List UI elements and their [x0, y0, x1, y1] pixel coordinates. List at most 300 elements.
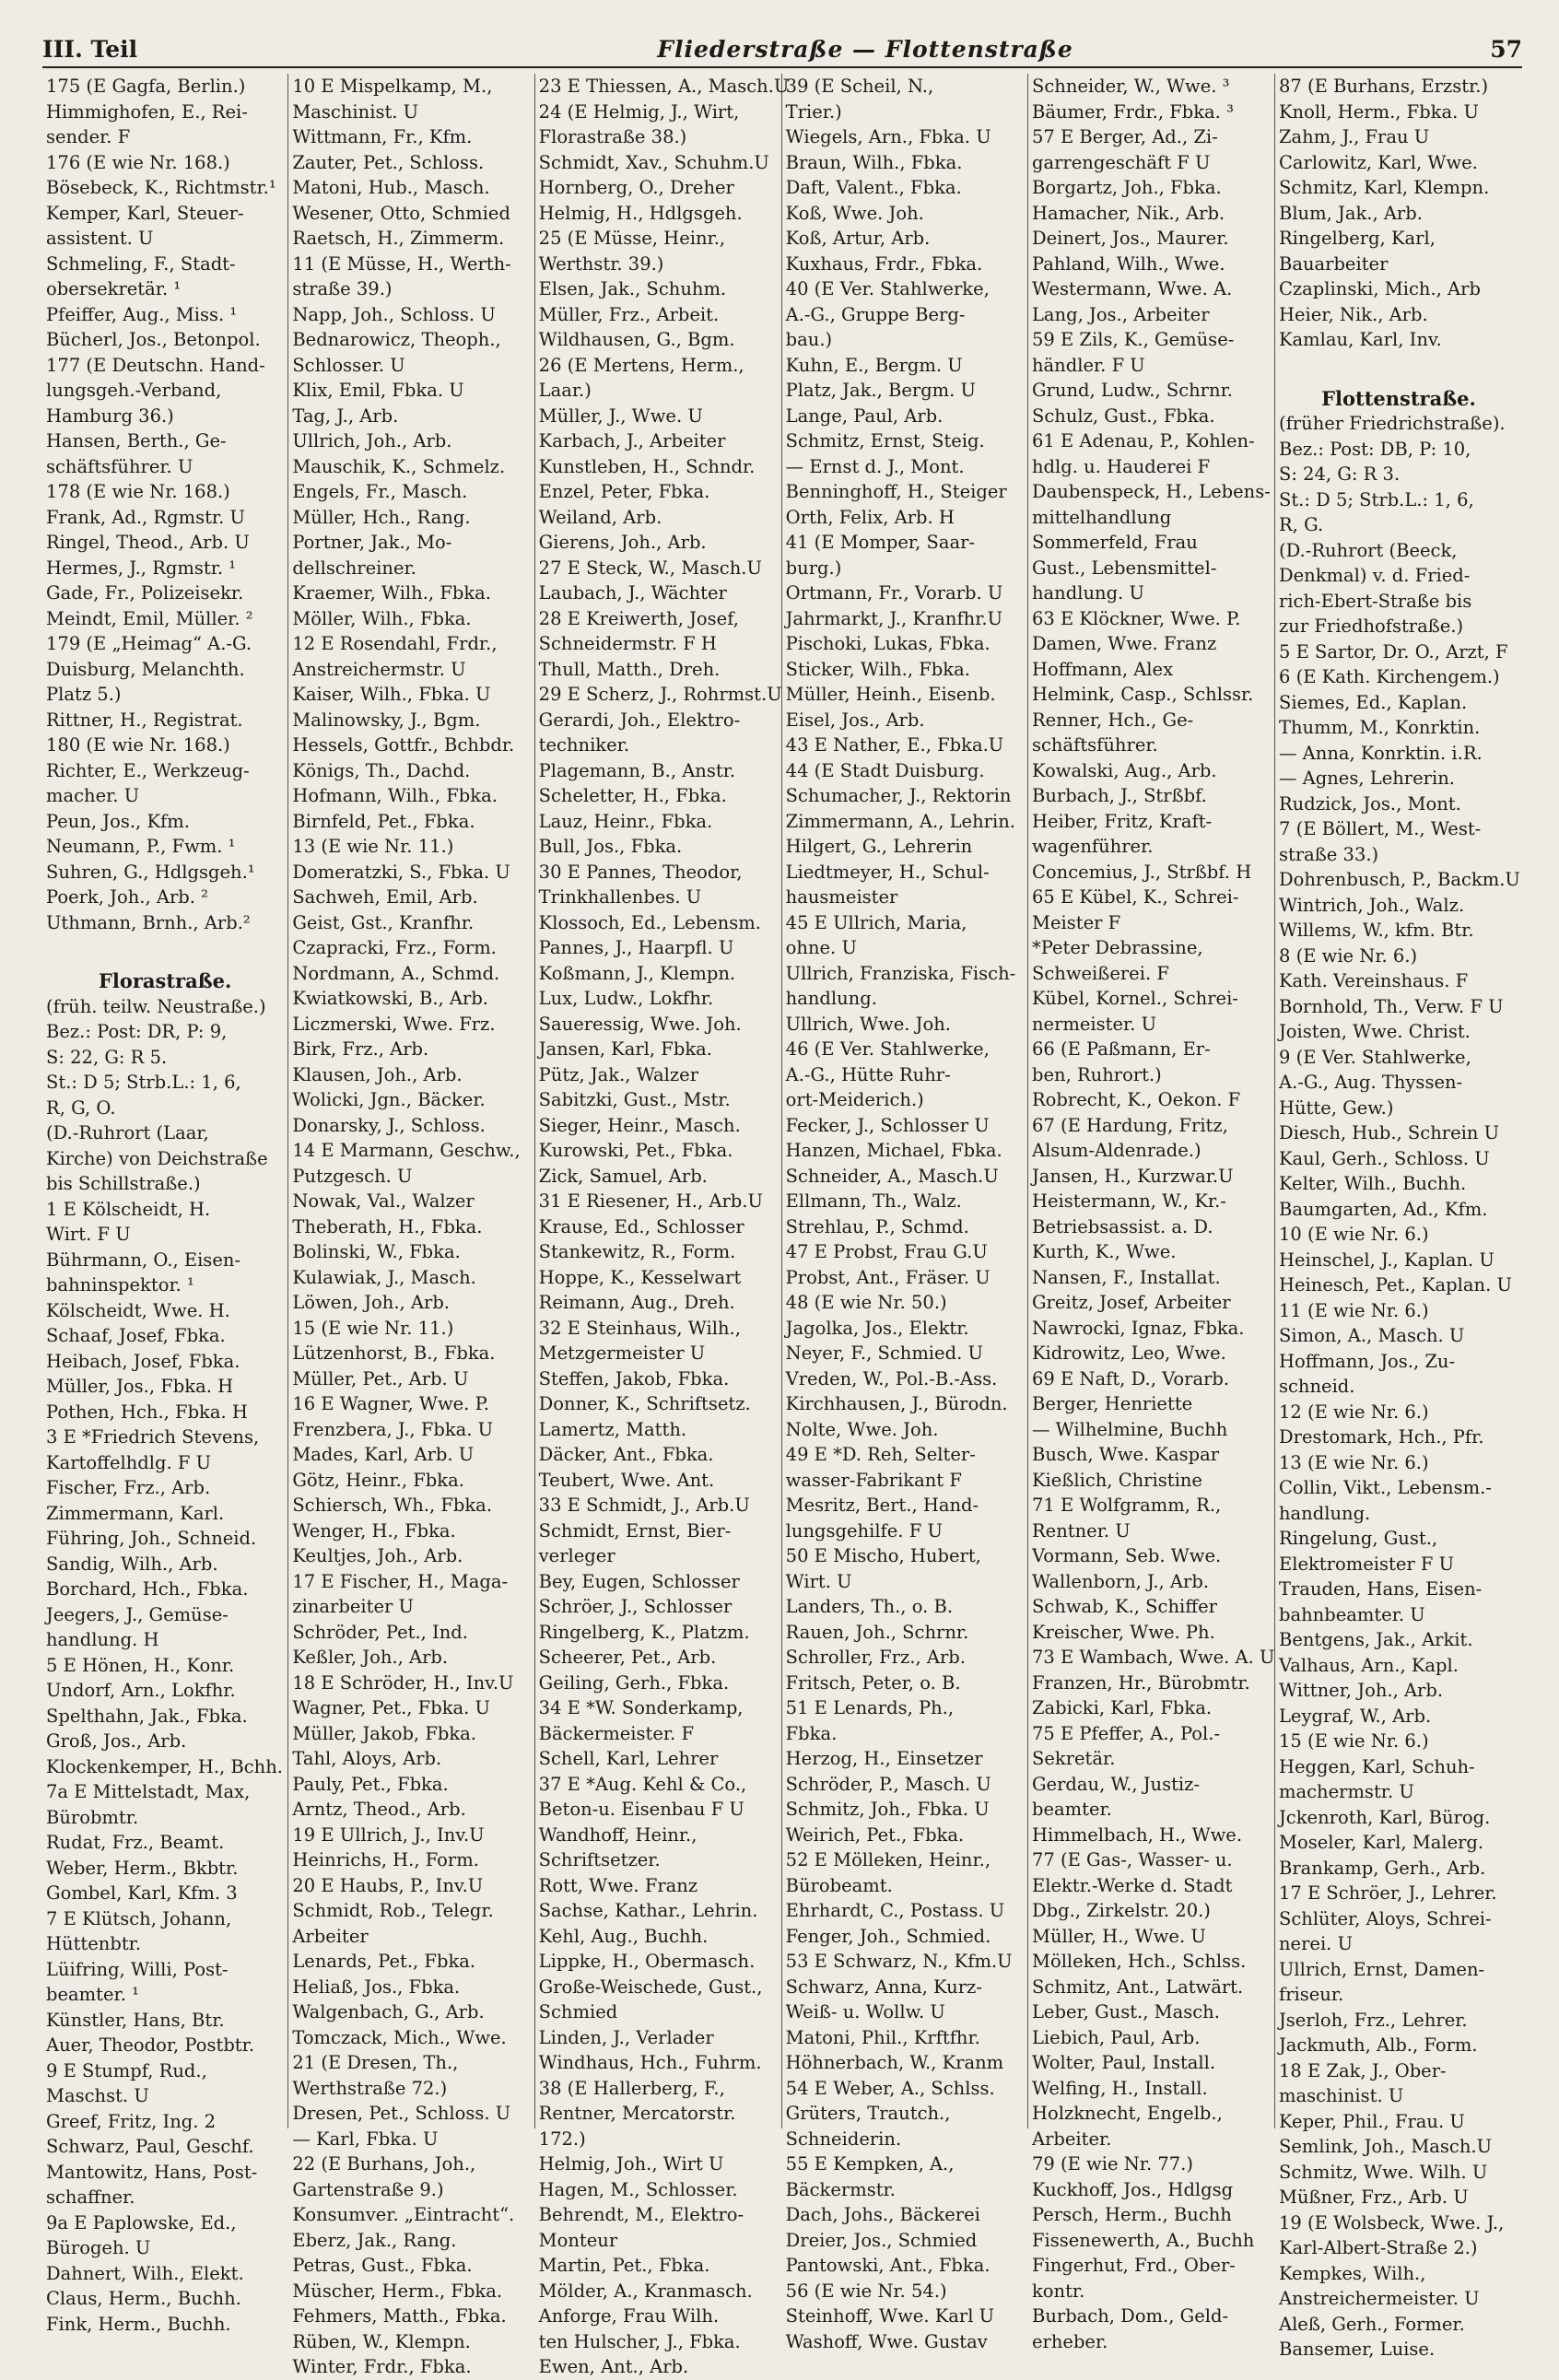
directory-entry: Müller, Heinh., Eisenb.	[785, 684, 996, 705]
directory-entry: Saueressig, Wwe. Joh.	[538, 1013, 742, 1035]
directory-entry: Sticker, Wilh., Fbka.	[785, 658, 970, 680]
directory-entry: zur Friedhofstraße.)	[1278, 616, 1464, 637]
directory-entry: Brankamp, Gerh., Arb.	[1278, 1857, 1486, 1879]
directory-entry: Bührmann, O., Eisen-	[46, 1249, 241, 1271]
directory-entry: Jackmuth, Alb., Form.	[1278, 2034, 1478, 2056]
directory-entry: Rüben, W., Klempn.	[292, 2330, 471, 2352]
directory-entry: Bentgens, Jak., Arkit.	[1278, 1629, 1473, 1650]
section-part-label: III. Teil	[42, 36, 138, 63]
directory-entry: Anstreichermeister. U	[1278, 2288, 1480, 2309]
directory-entry: 14 E Marmann, Geschw.,	[292, 1140, 521, 1161]
directory-entry: Hessels, Gottfr., Bchbdr.	[292, 734, 515, 756]
directory-entry: Knoll, Herm., Fbka. U	[1278, 100, 1479, 123]
directory-entry: Schmeling, F., Stadt-	[46, 252, 236, 275]
directory-entry: Neyer, F., Schmied. U	[785, 1342, 983, 1364]
directory-entry: Müller, Jakob, Fbka.	[292, 1722, 476, 1744]
directory-entry: Tahl, Aloys, Arb.	[292, 1748, 442, 1769]
directory-entry: Koßmann, J., Klempn.	[538, 962, 736, 984]
directory-entry: 15 (E wie Nr. 6.)	[1278, 1730, 1429, 1752]
directory-entry: Donner, K., Schriftsetz.	[538, 1393, 751, 1414]
directory-entry: hausmeister	[785, 886, 898, 908]
page-header	[42, 26, 1522, 68]
directory-entry: Mölder, A., Kranmasch.	[538, 2280, 753, 2302]
directory-entry: Steffen, Jakob, Fbka.	[538, 1367, 730, 1389]
directory-entry: wasser-Fabrikant F	[785, 1469, 962, 1491]
directory-entry: Müßner, Frz., Arb. U	[1278, 2187, 1469, 2208]
directory-entry: Gerdau, W., Justiz-	[1031, 1773, 1201, 1795]
directory-entry: wagenführer.	[1031, 836, 1154, 857]
directory-entry: nermeister. U	[1031, 1013, 1157, 1035]
directory-entry: Platz 5.)	[46, 684, 122, 705]
directory-entry: Monteur	[538, 2229, 618, 2251]
directory-entry: Concemius, J., Strßbf. H	[1031, 861, 1252, 883]
directory-entry: Schröder, Pet., Ind.	[292, 1621, 468, 1643]
directory-entry: 5 E Hönen, H., Konr.	[46, 1654, 235, 1676]
directory-entry: Plagemann, B., Anstr.	[538, 759, 736, 781]
directory-entry: Müller, H., Wwe. U	[1031, 1925, 1206, 1947]
directory-entry: Wolter, Paul, Install.	[1031, 2052, 1216, 2073]
directory-entry: Weirich, Pet., Fbka.	[785, 1823, 965, 1846]
directory-entry: Hamacher, Nik., Arb.	[1031, 202, 1225, 224]
directory-entry: Müscher, Herm., Fbka.	[292, 2280, 503, 2302]
directory-entry: Königs, Th., Dachd.	[292, 759, 471, 781]
directory-entry: Theberath, H., Fbka.	[292, 1215, 483, 1237]
directory-entry: 172.)	[538, 2128, 586, 2150]
directory-entry: Schröer, J., Schlosser	[538, 1596, 733, 1617]
directory-entry: Putzgesch. U	[292, 1165, 413, 1187]
directory-entry: 176 (E wie Nr. 168.)	[46, 151, 230, 173]
directory-entry: Klausen, Joh., Arb.	[292, 1063, 463, 1085]
directory-entry: dellschreiner.	[292, 557, 416, 579]
directory-entry: Werthstr. 39.)	[538, 252, 664, 275]
directory-entry: St.: D 5; Strb.L.: 1, 6,	[1278, 488, 1474, 510]
directory-entry: 77 (E Gas-, Wasser- u.	[1031, 1849, 1233, 1870]
directory-entry: Wintrich, Joh., Walz.	[1278, 894, 1465, 916]
directory-entry: machermstr. U	[1278, 1781, 1414, 1802]
directory-entry: — Agnes, Lehrerin.	[1278, 768, 1455, 789]
directory-entry: Wesener, Otto, Schmied	[292, 202, 510, 224]
directory-entry: Schneiderin.	[785, 2128, 902, 2150]
directory-entry: macher. U	[46, 785, 140, 806]
directory-entry: 1 E Kölscheidt, H.	[46, 1198, 211, 1220]
directory-entry: straße 33.)	[1278, 843, 1379, 865]
directory-entry: 44 (E Stadt Duisburg.	[785, 759, 985, 781]
directory-entry: Napp, Joh., Schloss. U	[292, 303, 496, 325]
directory-entry: Portner, Jak., Mo-	[292, 532, 452, 553]
directory-entry: (D.-Ruhrort (Beeck,	[1278, 539, 1458, 561]
directory-entry: Wallenborn, J., Arb.	[1031, 1570, 1210, 1592]
directory-entry: 17 E Fischer, H., Maga-	[292, 1570, 509, 1592]
directory-entry: Anstreichermstr. U	[292, 658, 466, 680]
directory-entry: Aleß, Gerh., Former.	[1278, 2313, 1465, 2335]
directory-entry: Vormann, Seb. Wwe.	[1031, 1545, 1222, 1566]
directory-entry: Greitz, Josef, Arbeiter	[1031, 1292, 1231, 1313]
directory-entry: handlung. H	[46, 1629, 159, 1650]
directory-entry: Schneider, A., Masch.U	[785, 1165, 999, 1187]
directory-entry: S: 22, G: R 5.	[46, 1046, 168, 1068]
directory-entry: Diesch, Hub., Schrein U	[1278, 1122, 1500, 1143]
directory-entry: 3 E *Friedrich Stevens,	[46, 1426, 260, 1448]
directory-entry: Lützenhorst, B., Fbka.	[292, 1342, 496, 1364]
directory-entry: Schmitz, Karl, Klempn.	[1278, 177, 1490, 198]
directory-entry: Geiling, Gerh., Fbka.	[538, 1671, 730, 1694]
directory-entry: 87 (E Burhans, Erzstr.)	[1278, 76, 1489, 97]
directory-entry: Groß, Jos., Arb.	[46, 1730, 187, 1752]
directory-entry: 32 E Steinhaus, Wilh.,	[538, 1317, 741, 1339]
directory-entry: Pfeiffer, Aug., Miss. ¹	[46, 303, 238, 325]
directory-entry: Mölleken, Hch., Schlss.	[1031, 1951, 1247, 1972]
directory-entry: lungsgeh.-Verband,	[46, 380, 222, 401]
directory-entry: Peun, Jos., Kfm.	[46, 810, 190, 832]
directory-entry: Baumgarten, Ad., Kfm.	[1278, 1198, 1488, 1220]
directory-entry: Wenger, H., Fbka.	[292, 1519, 456, 1542]
directory-entry: Ehrhardt, C., Postass. U	[785, 1900, 1005, 1921]
directory-entry: nerei. U	[1278, 1933, 1354, 1954]
directory-entry: Sekretär.	[1031, 1748, 1116, 1769]
directory-entry: Kuxhaus, Frdr., Fbka.	[785, 252, 983, 275]
directory-entry: Ringelberg, Karl,	[1278, 228, 1436, 249]
directory-entry: Raetsch, H., Zimmerm.	[292, 228, 505, 249]
directory-entry: Donarsky, J., Schloss.	[292, 1114, 486, 1136]
directory-entry: Czaplinski, Mich., Arb	[1278, 278, 1481, 299]
directory-entry: Schlosser. U	[292, 354, 405, 376]
directory-entry: Hermes, J., Rgmstr. ¹	[46, 557, 237, 579]
directory-entry: Martin, Pet., Fbka.	[538, 2255, 710, 2276]
directory-entry: Werthstraße 72.)	[292, 2077, 448, 2099]
directory-entry: 177 (E Deutschn. Hand-	[46, 354, 265, 376]
directory-entry: Teubert, Wwe. Ant.	[538, 1469, 715, 1491]
directory-entry: Schell, Karl, Lehrer	[538, 1748, 719, 1769]
directory-entry: Liedtmeyer, H., Schul-	[785, 861, 990, 883]
directory-entry: Hüttenbtr.	[46, 1933, 142, 1954]
directory-entry: Bäckermeister. F	[538, 1722, 694, 1744]
directory-entry: Scheerer, Pet., Arb.	[538, 1647, 717, 1668]
directory-entry: Beton-u. Eisenbau F U	[538, 1799, 744, 1820]
directory-entry: Heinesch, Pet., Kaplan. U	[1278, 1274, 1512, 1296]
directory-entry: Bornhold, Th., Verw. F U	[1278, 995, 1504, 1017]
directory-entry: Ringel, Theod., Arb. U	[46, 532, 250, 553]
directory-entry: Dohrenbusch, P., Backm.U	[1278, 869, 1520, 890]
directory-entry: (früher Friedrichstraße).	[1278, 413, 1506, 434]
directory-entry: Trinkhallenbes. U	[538, 886, 702, 908]
street-heading: Florastraße.	[98, 969, 232, 992]
directory-entry: Jansen, H., Kurzwar.U	[1031, 1165, 1234, 1187]
directory-entry: A.-G., Hütte Ruhr-	[785, 1063, 951, 1085]
directory-entry: Trier.)	[785, 100, 842, 123]
directory-entry: ben, Ruhrort.)	[1031, 1063, 1162, 1085]
directory-entry: Westermann, Wwe. A.	[1031, 278, 1233, 299]
directory-entry: 30 E Pannes, Theodor,	[538, 861, 743, 883]
directory-entry: Heliaß, Jos., Fbka.	[292, 1976, 461, 1998]
directory-entry: Kirche) von Deichstraße	[46, 1147, 268, 1169]
directory-entry: 79 (E wie Nr. 77.)	[1031, 2153, 1193, 2175]
directory-entry: Ullrich, Wwe. Joh.	[785, 1013, 951, 1035]
directory-entry: handlung.	[1278, 1502, 1371, 1524]
directory-entry: Rentner, Mercatorstr.	[538, 2103, 736, 2124]
directory-entry: Karl-Albert-Straße 2.)	[1278, 2237, 1478, 2258]
directory-entry: Daubenspeck, H., Lebens-	[1031, 481, 1271, 502]
directory-entry: 7a E Mittelstadt, Max,	[46, 1781, 251, 1802]
directory-entry: Schwarz, Anna, Kurz-	[785, 1976, 982, 1998]
directory-entry: Pothen, Hch., Fbka. H	[46, 1401, 248, 1423]
directory-entry: Lux, Ludw., Lokfhr.	[538, 988, 714, 1009]
directory-entry: 47 E Probst, Frau G.U	[785, 1241, 988, 1262]
page-number: 57	[1490, 36, 1522, 63]
directory-entry: 13 (E wie Nr. 6.)	[1278, 1451, 1429, 1473]
directory-entry: Kurowski, Pet., Fbka.	[538, 1140, 733, 1161]
directory-entry: handlung. U	[1031, 582, 1144, 604]
directory-entry: Hoffmann, Alex	[1031, 658, 1174, 680]
directory-entry: Neumann, P., Fwm. ¹	[46, 836, 236, 857]
directory-entry: Richter, E., Werkzeug-	[46, 759, 250, 781]
directory-entry: Duisburg, Melanchth.	[46, 658, 245, 680]
directory-entry: Schwarz, Paul, Geschf.	[46, 2136, 254, 2157]
directory-entry: Koß, Artur, Arb.	[785, 228, 931, 249]
directory-entry: lungsgehilfe. F U	[785, 1519, 943, 1542]
directory-entry: Hansen, Berth., Ge-	[46, 430, 227, 451]
directory-entry: Trauden, Hans, Eisen-	[1278, 1578, 1483, 1600]
directory-entry: Schmitz, Wwe. Wilh. U	[1278, 2161, 1488, 2183]
directory-entry: Tomczack, Mich., Wwe.	[292, 2026, 507, 2048]
directory-entry: Bücherl, Jos., Betonpol.	[46, 329, 261, 350]
directory-entry: bahnbeamter. U	[1278, 1603, 1425, 1625]
directory-entry: Heinschel, J., Kaplan. U	[1278, 1249, 1495, 1271]
directory-entry: Götz, Heinr., Fbka.	[292, 1469, 464, 1491]
directory-entry: Koß, Wwe. Joh.	[785, 202, 924, 224]
directory-entry: Klockenkemper, H., Bchh.	[46, 1755, 283, 1777]
directory-entry: 56 (E wie Nr. 54.)	[785, 2280, 947, 2302]
directory-entry: Franzen, Hr., Bürobmtr.	[1031, 1671, 1250, 1694]
directory-entry: Bez.: Post: DR, P: 9,	[46, 1021, 228, 1042]
directory-entry: Kuckhoff, Jos., Hdlgsg	[1031, 2178, 1234, 2200]
directory-entry: Denkmal) v. d. Fried-	[1278, 565, 1471, 586]
directory-column	[782, 74, 1028, 2352]
directory-entry: Fritsch, Peter, o. B.	[785, 1671, 961, 1694]
directory-entry: R, G.	[1278, 514, 1324, 535]
directory-entry: Schröder, P., Masch. U	[785, 1773, 991, 1795]
directory-entry: Grund, Ludw., Schrnr.	[1031, 380, 1233, 401]
directory-entry: Zabicki, Karl, Fbka.	[1031, 1697, 1213, 1718]
directory-entry: Gierens, Joh., Arb.	[538, 532, 707, 553]
directory-entry: Bey, Eugen, Schlosser	[538, 1570, 740, 1592]
directory-entry: 33 E Schmidt, J., Arb.U	[538, 1495, 750, 1516]
directory-entry: Bansemer, Luise.	[1278, 2339, 1436, 2360]
directory-entry: 9 E Stumpf, Rud.,	[46, 2059, 207, 2081]
directory-entry: Wildhausen, G., Bgm.	[538, 329, 735, 350]
directory-entry: 27 E Steck, W., Masch.U	[538, 557, 762, 579]
directory-entry: Jagolka, Jos., Elektr.	[785, 1317, 969, 1339]
directory-entry: Lang, Jos., Arbeiter	[1031, 303, 1210, 325]
directory-entry: 180 (E wie Nr. 168.)	[46, 734, 230, 756]
directory-entry: sender. F	[46, 126, 131, 147]
directory-entry: Metzgermeister U	[538, 1342, 706, 1364]
directory-entry: straße 39.)	[292, 278, 393, 299]
directory-entry: — Karl, Fbka. U	[292, 2128, 439, 2150]
directory-entry: S: 24, G: R 3.	[1278, 463, 1401, 485]
directory-entry: Eberz, Jak., Rang.	[292, 2229, 457, 2251]
directory-entry: Enzel, Peter, Fbka.	[538, 481, 710, 502]
directory-entry: 46 (E Ver. Stahlwerke,	[785, 1038, 990, 1060]
directory-entry: Fbka.	[785, 1722, 838, 1744]
directory-entry: Welfing, H., Install.	[1031, 2077, 1208, 2099]
directory-entry: Wirt. F U	[46, 1224, 131, 1245]
directory-entry: Burbach, Dom., Geld-	[1031, 2305, 1229, 2327]
directory-entry: Klix, Emil, Fbka. U	[292, 380, 464, 401]
directory-entry: 51 E Lenards, Ph.,	[785, 1697, 955, 1718]
directory-entry: Czapracki, Frz., Form.	[292, 937, 497, 958]
directory-entry: maschinist. U	[1278, 2085, 1404, 2106]
directory-entry: Schmitz, Ernst, Steig.	[785, 430, 985, 451]
directory-entry: Eisel, Jos., Arb.	[785, 709, 925, 731]
directory-entry: Reimann, Aug., Dreh.	[538, 1292, 735, 1313]
directory-entry: Simon, A., Masch. U	[1278, 1325, 1465, 1346]
directory-entry: Liebich, Paul, Arb.	[1031, 2026, 1201, 2048]
directory-entry: 52 E Mölleken, Heinr.,	[785, 1849, 991, 1870]
directory-entry: Malinowsky, J., Bgm.	[292, 709, 481, 731]
running-street-range: Fliederstraße — Flottenstraße	[657, 36, 1073, 63]
directory-entry: 45 E Ullrich, Maria,	[785, 911, 967, 933]
directory-entry: Schulz, Gust., Fbka.	[1031, 404, 1215, 427]
directory-entry: (früh. teilw. Neustraße.)	[46, 995, 266, 1017]
directory-entry: Müller, Pet., Arb. U	[292, 1367, 469, 1389]
directory-entry: Maschinist. U	[292, 100, 419, 123]
directory-entry: Müller, Frz., Arbeit.	[538, 303, 720, 325]
directory-entry: garrengeschäft F U	[1031, 151, 1211, 173]
directory-entry: Hanzen, Michael, Fbka.	[785, 1140, 1002, 1161]
directory-entry: Jckenroth, Karl, Bürog.	[1278, 1806, 1491, 1828]
directory-entry: Kuhn, E., Bergm. U	[785, 354, 963, 376]
directory-entry: Lippke, H., Obermasch.	[538, 1951, 756, 1972]
directory-entry: 178 (E wie Nr. 168.)	[46, 481, 230, 502]
directory-entry: Rauen, Joh., Schrnr.	[785, 1621, 969, 1643]
directory-entry: Dresen, Pet., Schloss. U	[292, 2103, 511, 2124]
directory-entry: Ullrich, Joh., Arb.	[292, 430, 452, 451]
directory-entry: Persch, Herm., Buchh	[1031, 2204, 1232, 2225]
directory-columns	[42, 74, 1522, 2377]
directory-entry: Höhnerbach, W., Kranm	[785, 2052, 1004, 2073]
directory-entry: Sabitzki, Gust., Mstr.	[538, 1089, 731, 1110]
directory-entry: Arbeiter.	[1031, 2128, 1112, 2150]
directory-entry: Kehl, Aug., Buchh.	[538, 1925, 709, 1947]
directory-entry: Mauschik, K., Schmelz.	[292, 455, 506, 477]
directory-entry: bahninspektor. ¹	[46, 1274, 194, 1296]
directory-entry: Walgenbach, G., Arb.	[292, 2001, 485, 2022]
directory-entry: 175 (E Gagfa, Berlin.)	[46, 76, 246, 97]
directory-entry: Collin, Vikt., Lebensm.-	[1278, 1477, 1492, 1498]
directory-entry: obersekretär. ¹	[46, 278, 182, 299]
directory-entry: Kelter, Wilh., Buchh.	[1278, 1173, 1467, 1194]
directory-entry: Gombel, Karl, Kfm. 3	[46, 1882, 238, 1904]
directory-entry: Wandhoff, Heinr.,	[538, 1823, 697, 1846]
directory-entry: Winter, Frdr., Fbka.	[292, 2356, 472, 2377]
directory-entry: Domeratzki, S., Fbka. U	[292, 861, 510, 883]
directory-entry: Probst, Ant., Fräser. U	[785, 1266, 990, 1288]
directory-entry: 18 E Schröder, H., Inv.U	[292, 1671, 514, 1694]
directory-entry: *Peter Debrassine,	[1031, 937, 1203, 958]
directory-entry: Dach, Johs., Bäckerei	[785, 2204, 980, 2225]
directory-entry: 9 (E Ver. Stahlwerke,	[1278, 1046, 1471, 1068]
directory-entry: Löwen, Joh., Arb.	[292, 1292, 451, 1313]
directory-entry: 19 E Ullrich, J., Inv.U	[292, 1823, 485, 1846]
directory-entry: Arbeiter	[292, 1925, 369, 1947]
directory-entry: Weiß- u. Wollw. U	[785, 2001, 945, 2022]
directory-entry: assistent. U	[46, 228, 154, 249]
directory-entry: Braun, Wilh., Fbka.	[785, 151, 963, 173]
directory-entry: Sandig, Wilh., Arb.	[46, 1553, 218, 1575]
directory-entry: Nolte, Wwe. Joh.	[785, 1418, 939, 1440]
directory-entry: 38 (E Hallerberg, F.,	[538, 2077, 725, 2099]
directory-entry: beamter. ¹	[46, 1984, 139, 2005]
directory-entry: verleger	[538, 1545, 615, 1566]
directory-entry: Greef, Fritz, Ing. 2	[46, 2110, 217, 2132]
directory-entry: Semlink, Joh., Masch.U	[1278, 2136, 1493, 2157]
directory-entry: Benninghoff, H., Steiger	[785, 481, 1007, 502]
directory-entry: Kübel, Kornel., Schrei-	[1031, 988, 1238, 1009]
directory-entry: Schiersch, Wh., Fbka.	[292, 1495, 492, 1516]
directory-entry: schneid.	[1278, 1376, 1355, 1397]
directory-entry: Carlowitz, Karl, Wwe.	[1278, 151, 1478, 173]
directory-entry: 11 (E wie Nr. 6.)	[1278, 1299, 1429, 1321]
directory-entry: Schriftsetzer.	[538, 1849, 661, 1870]
directory-entry: 50 E Mischo, Hubert,	[785, 1545, 981, 1566]
directory-entry: 5 E Sartor, Dr. O., Arzt, F	[1278, 640, 1508, 662]
directory-entry: Kath. Vereinshaus. F	[1278, 970, 1469, 991]
directory-entry: 26 (E Mertens, Herm.,	[538, 354, 744, 376]
directory-entry: Kowalski, Aug., Arb.	[1031, 759, 1217, 781]
directory-entry: Alsum-Aldenrade.)	[1031, 1140, 1201, 1161]
directory-entry: Wirt. U	[785, 1570, 852, 1592]
directory-entry: 67 (E Hardung, Fritz,	[1031, 1114, 1228, 1136]
directory-entry: Arntz, Theod., Arb.	[292, 1799, 466, 1820]
directory-entry: Hoppe, K., Kesselwart	[538, 1266, 742, 1288]
directory-entry: Heibach, Josef, Fbka.	[46, 1350, 240, 1372]
directory-entry: 63 E Klöckner, Wwe. P.	[1031, 607, 1241, 629]
directory-entry: Rudzick, Jos., Mont.	[1278, 792, 1461, 815]
directory-entry: Hagen, M., Schlosser.	[538, 2178, 738, 2200]
directory-entry: Strehlau, P., Schmd.	[785, 1215, 969, 1237]
directory-entry: Holzknecht, Engelb.,	[1031, 2103, 1223, 2124]
directory-entry: Engels, Fr., Masch.	[292, 481, 468, 502]
directory-entry: Landers, Th., o. B.	[785, 1596, 954, 1617]
directory-entry: beamter.	[1031, 1799, 1112, 1820]
directory-entry: Moseler, Karl, Malerg.	[1278, 1832, 1484, 1853]
directory-entry: handlung.	[785, 988, 877, 1009]
directory-entry: Bürobeamt.	[785, 1874, 893, 1896]
directory-entry: Kidrowitz, Leo, Wwe.	[1031, 1342, 1226, 1364]
directory-entry: Schweißerei. F	[1031, 962, 1169, 984]
directory-entry: Frenzbera, J., Fbka. U	[292, 1418, 494, 1440]
directory-entry: Schaaf, Josef, Fbka.	[46, 1325, 226, 1346]
directory-entry: 39 (E Scheil, N.,	[785, 76, 934, 97]
directory-entry: Valhaus, Arn., Kapl.	[1278, 1654, 1459, 1676]
directory-entry: zinarbeiter U	[292, 1596, 414, 1617]
directory-entry: Steinhoff, Wwe. Karl U	[785, 2305, 995, 2327]
directory-entry: Pischoki, Lukas, Fbka.	[785, 633, 990, 654]
directory-entry: Sachweh, Emil, Arb.	[292, 886, 478, 908]
directory-entry: Heier, Nik., Arb.	[1278, 303, 1428, 325]
directory-entry: Gerardi, Joh., Elektro-	[538, 709, 741, 731]
directory-entry: Zauter, Pet., Schloss.	[292, 151, 485, 173]
directory-entry: Däcker, Ant., Fbka.	[538, 1444, 714, 1465]
directory-entry: Schmitz, Joh., Fbka. U	[785, 1799, 990, 1820]
directory-entry: Orth, Felix, Arb. H	[785, 506, 955, 528]
directory-entry: Keultjes, Joh., Arb.	[292, 1545, 463, 1566]
directory-entry: burg.)	[785, 557, 842, 579]
directory-entry: Birk, Frz., Arb.	[292, 1038, 429, 1060]
directory-entry: Pauly, Pet., Fbka.	[292, 1773, 449, 1795]
directory-entry: Dreier, Jos., Schmied	[785, 2229, 978, 2251]
directory-entry: Schmidt, Xav., Schuhm.U	[538, 151, 769, 173]
